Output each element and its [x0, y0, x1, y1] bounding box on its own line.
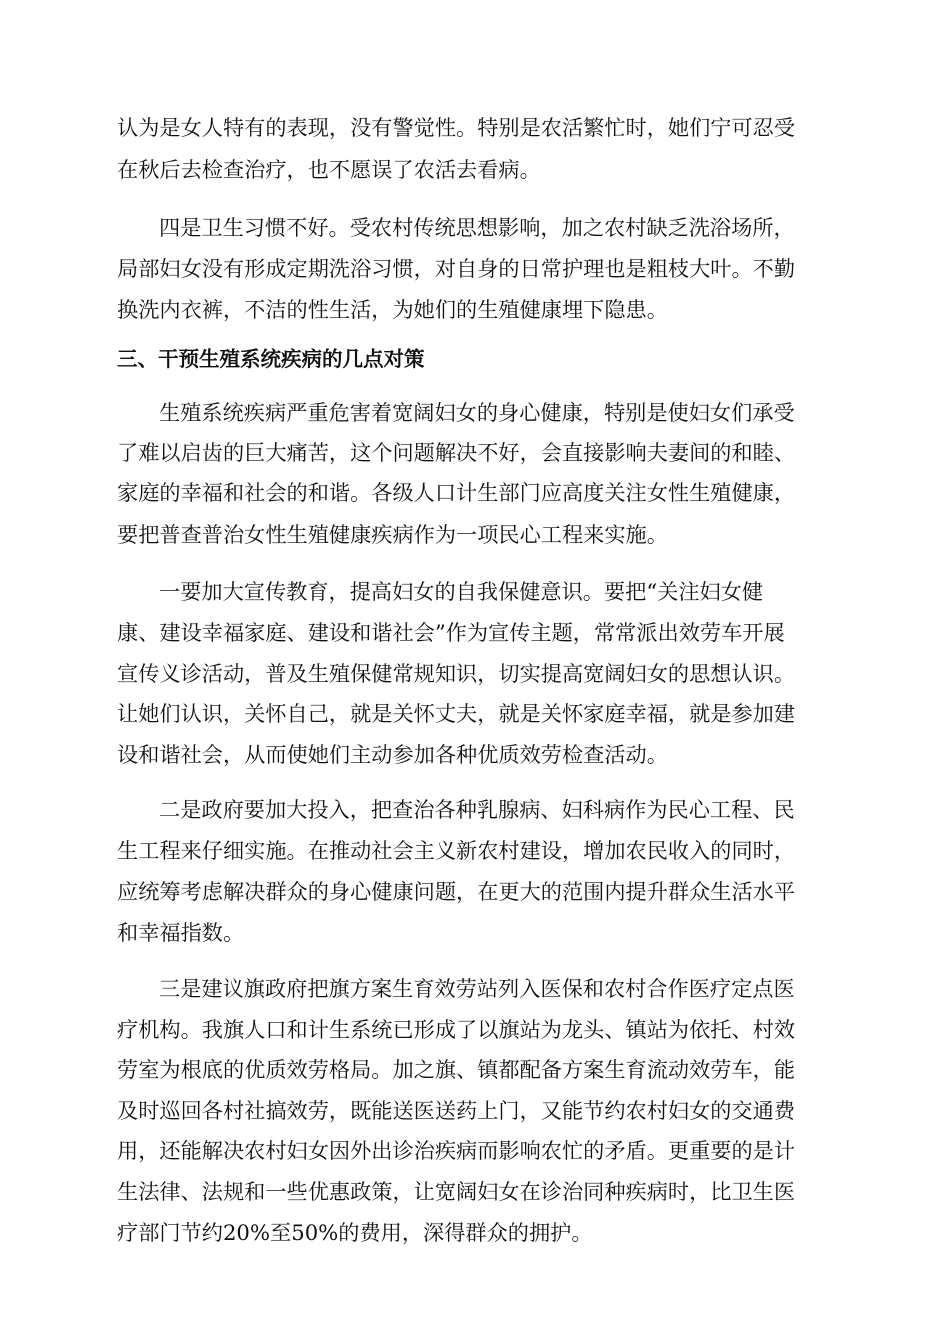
text-line: 在秋后去检查治疗，也不愿误了农活去看病。 — [117, 157, 541, 182]
text-line: 用，还能解决农村妇女因外出诊治疾病而影响农忙的矛盾。更重要的是计 — [117, 1138, 796, 1163]
text-line: 要把普查普治女性生殖健康疾病作为一项民心工程来实施。 — [117, 522, 668, 547]
text-line: 认为是女人特有的表现，没有警觉性。特别是农活繁忙时，她们宁可忍受 — [117, 115, 796, 140]
text-line: 生法律、法规和一些优惠政策，让宽阔妇女在诊治同种疾病时，比卫生医 — [117, 1179, 796, 1204]
text-line: 局部妇女没有形成定期洗浴习惯，对自身的日常护理也是粗枝大叶。不勤 — [117, 256, 796, 281]
text-line: 家庭的幸福和社会的和谐。各级人口计生部门应高度关注女性生殖健康， — [117, 480, 796, 505]
text-line: 二是政府要加大投入，把查治各种乳腺病、妇科病作为民心工程、民 — [159, 797, 795, 822]
text-line: 和幸福指数。 — [117, 920, 245, 945]
text-line: 生工程来仔细实施。在推动社会主义新农村建设，增加农民收入的同时， — [117, 838, 796, 863]
text-line: 宣传义诊活动，普及生殖保健常规知识，切实提高宽阔妇女的思想认识。 — [117, 661, 796, 686]
text-line: 劳室为根底的优质效劳格局。加之旗、镇都配备方案生育流动效劳车，能 — [117, 1057, 796, 1082]
text-line: 一要加大宣传教育，提高妇女的自我保健意识。要把“关注妇女健 — [159, 579, 764, 604]
text-line: 了难以启齿的巨大痛苦，这个问题解决不好，会直接影响夫妻间的和睦、 — [117, 440, 796, 465]
text-line: 疗部门节约20%至50%的费用，深得群众的拥护。 — [117, 1220, 593, 1245]
text-line: 换洗内衣裤，不洁的性生活，为她们的生殖健康埋下隐患。 — [117, 297, 668, 322]
text-line: 康、建设幸福家庭、建设和谐社会”作为宣传主题，常常派出效劳车开展 — [117, 620, 785, 645]
text-line: 让她们认识，关怀自己，就是关怀丈夫，就是关怀家庭幸福，就是参加建 — [117, 701, 796, 726]
text-line: 三是建议旗政府把旗方案生育效劳站列入医保和农村合作医疗定点医 — [159, 976, 795, 1001]
text-line: 疗机构。我旗人口和计生系统已形成了以旗站为龙头、镇站为依托、村效 — [117, 1017, 796, 1042]
section-heading: 三、干预生殖系统疾病的几点对策 — [117, 347, 425, 371]
text-line: 四是卫生习惯不好。受农村传统思想影响，加之农村缺乏洗浴场所， — [159, 215, 795, 240]
text-line: 及时巡回各村社搞效劳，既能送医送药上门，又能节约农村妇女的交通费 — [117, 1098, 796, 1123]
text-line: 应统筹考虑解决群众的身心健康问题，在更大的范围内提升群众生活水平 — [117, 879, 796, 904]
text-line: 设和谐社会，从而使她们主动参加各种优质效劳检查活动。 — [117, 742, 668, 767]
text-line: 生殖系统疾病严重危害着宽阔妇女的身心健康，特别是使妇女们承受 — [159, 400, 795, 425]
